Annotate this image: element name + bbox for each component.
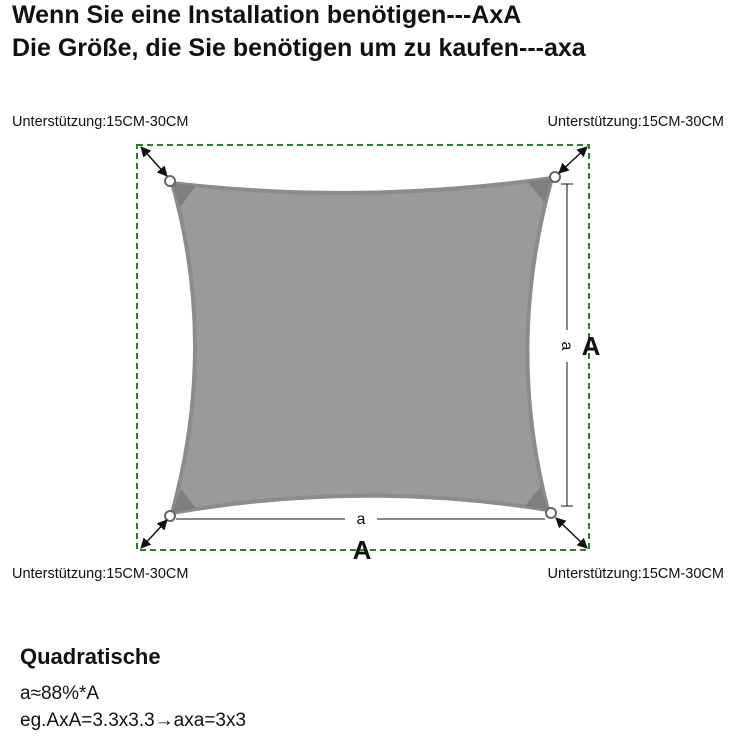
dimension-label-a-right: a	[558, 341, 575, 351]
headline-install-size: Wenn Sie eine Installation benötigen---AxA	[12, 1, 522, 29]
d-ring-top-right	[550, 172, 560, 182]
support-arrow-bottom-left	[141, 520, 167, 548]
formula-ratio: a≈88%*A	[20, 683, 100, 704]
dimension-label-A-bottom: A	[352, 535, 372, 565]
shape-title: Quadratische	[20, 644, 161, 669]
d-ring-bottom-left	[165, 511, 175, 521]
formula-example: eg.AxA=3.3x3.3→axa=3x3	[20, 710, 247, 731]
support-label-top-left: Unterstützung:15CM-30CM	[12, 114, 189, 130]
support-label-top-right: Unterstützung:15CM-30CM	[547, 114, 724, 130]
dimension-label-A-right: A	[581, 331, 601, 361]
shade-sail	[172, 178, 552, 513]
d-ring-top-left	[165, 176, 175, 186]
support-label-bottom-left: Unterstützung:15CM-30CM	[12, 566, 189, 582]
support-arrow-bottom-right	[556, 518, 587, 548]
support-arrow-top-left	[141, 147, 167, 176]
d-ring-bottom-right	[546, 508, 556, 518]
support-arrow-top-right	[559, 147, 587, 173]
dimension-label-a-bottom: a	[356, 511, 366, 528]
support-label-bottom-right: Unterstützung:15CM-30CM	[547, 566, 724, 582]
headline-purchase-size: Die Größe, die Sie benötigen um zu kaufen---axa	[12, 34, 586, 62]
